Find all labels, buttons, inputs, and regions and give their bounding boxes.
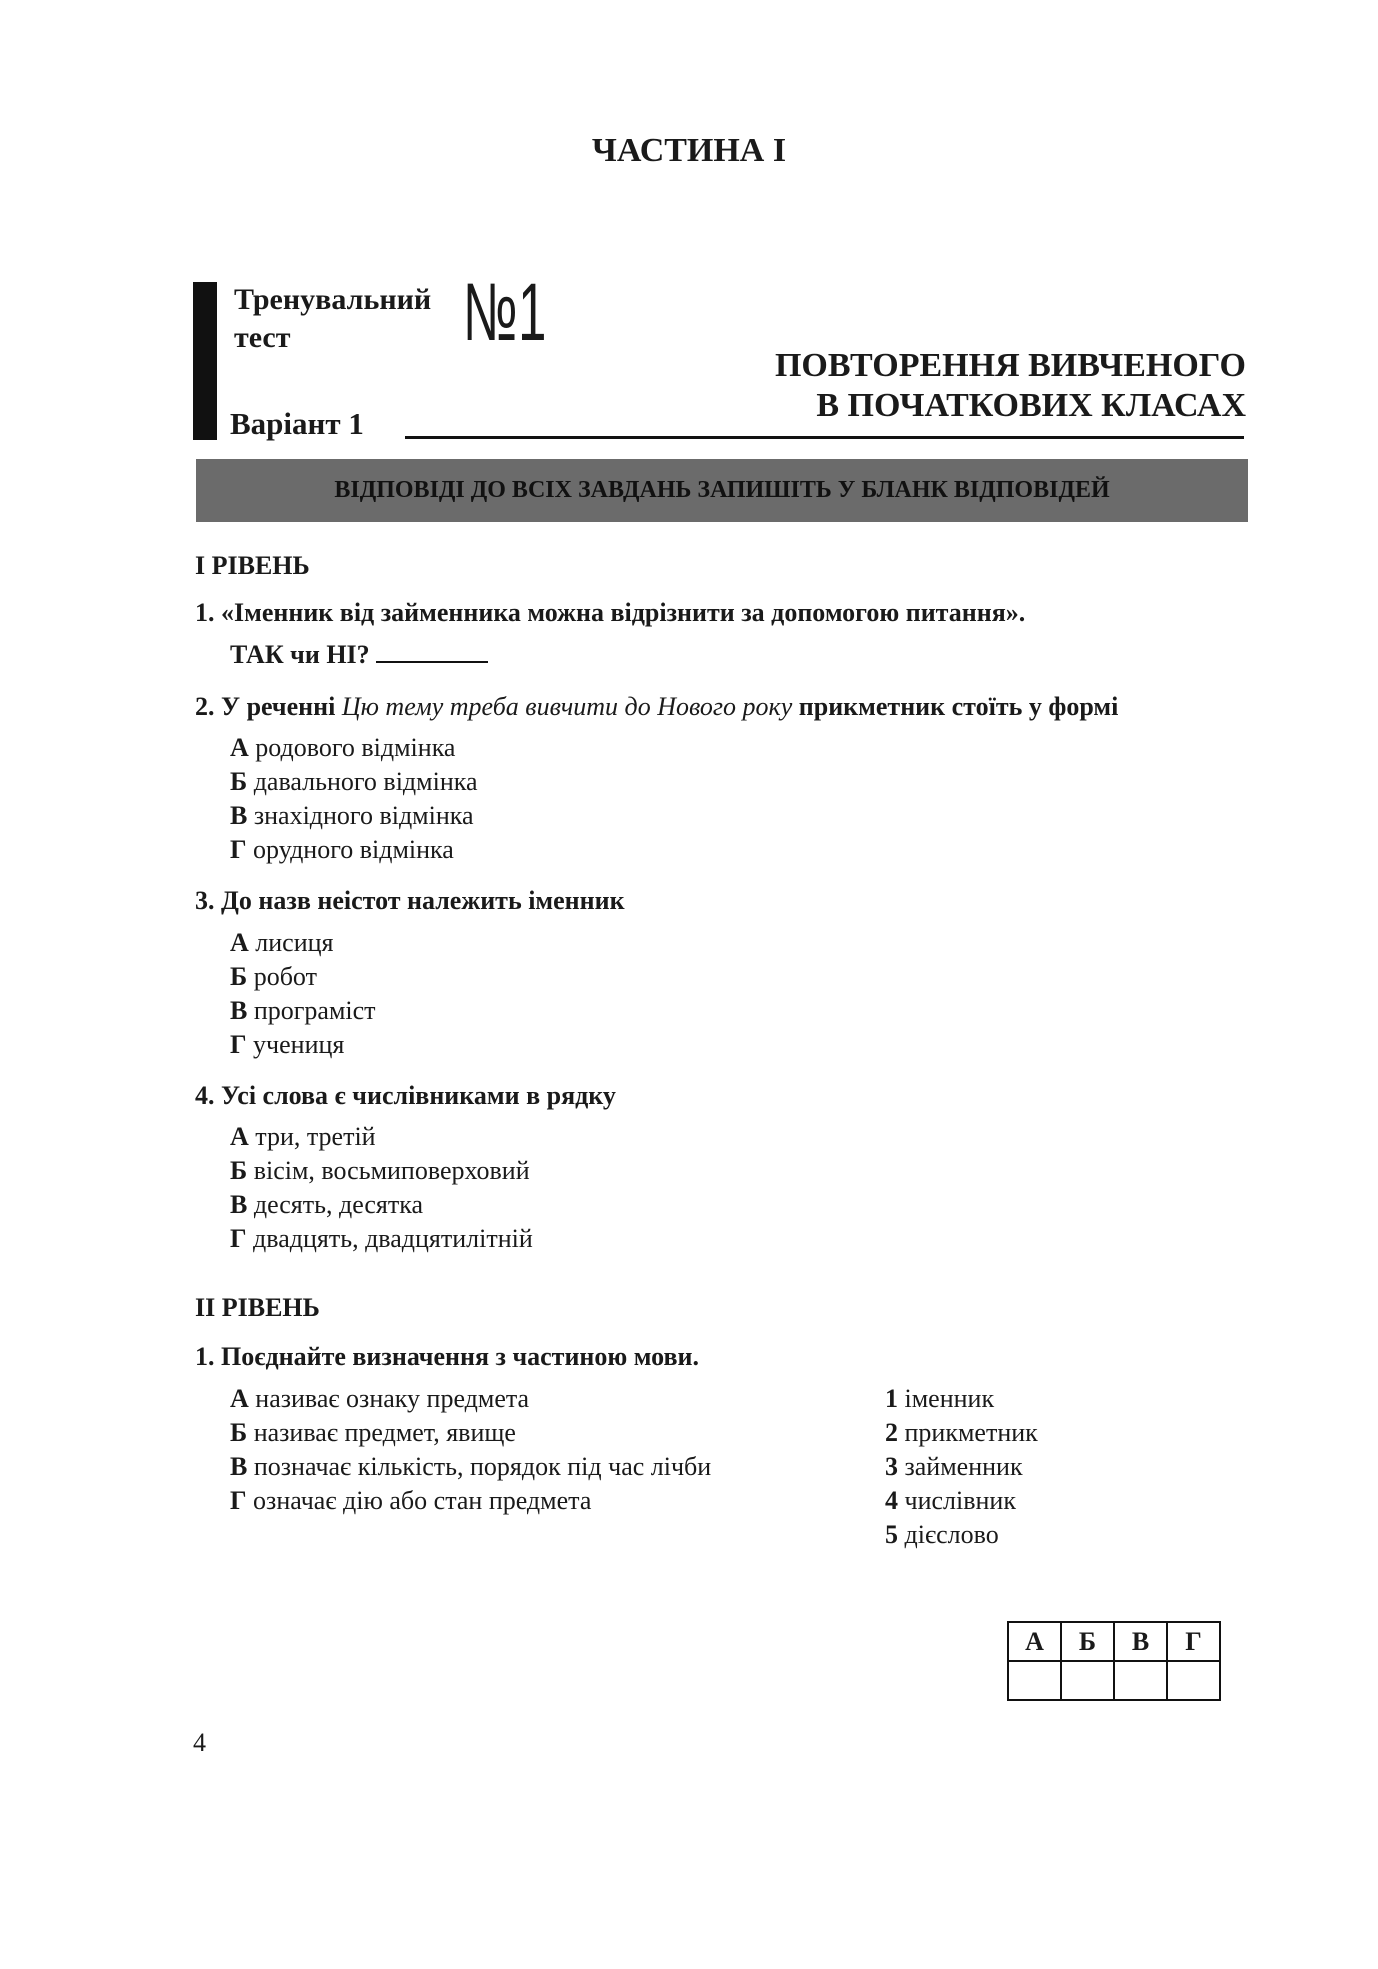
option-text: прикметник (904, 1418, 1038, 1447)
option-text: називає предмет, явище (253, 1418, 516, 1447)
question-2-1: 1. Поєднайте визначення з частиною мови. (195, 1342, 700, 1371)
option-letter: В (230, 996, 248, 1025)
option-letter: А (230, 1384, 249, 1413)
match-left-c (230, 1452, 711, 1482)
topic-line2: В ПОЧАТКОВИХ КЛАСАХ (816, 387, 1246, 424)
q3-option-d (230, 1030, 344, 1060)
option-text: учениця (253, 1030, 345, 1059)
option-text: лисиця (255, 928, 334, 957)
q4-option-c (230, 1190, 423, 1220)
match-right-1 (885, 1384, 994, 1414)
part-title: ЧАСТИНА І (591, 132, 787, 169)
option-letter: В (230, 801, 248, 830)
question-1-4: 4. Усі слова є числівниками в рядку (195, 1081, 616, 1110)
option-text: числівник (904, 1486, 1016, 1515)
q3-option-b (230, 962, 317, 992)
header-bar (193, 282, 217, 440)
answer-grid-row (1008, 1661, 1220, 1700)
option-letter: Б (230, 1418, 248, 1447)
option-text: іменник (904, 1384, 995, 1413)
variant-label: Варіант 1 (230, 406, 364, 441)
option-letter: Г (230, 1486, 247, 1515)
option-letter: Б (230, 767, 248, 796)
answer-grid-header (1008, 1622, 1220, 1661)
grid-cell-d[interactable] (1167, 1661, 1220, 1700)
option-text: знахідного відмінка (253, 801, 474, 830)
option-text: програміст (253, 996, 376, 1025)
test-label-line2: тест (234, 321, 291, 354)
option-letter: Г (230, 835, 247, 864)
option-letter: Г (230, 1030, 247, 1059)
option-text: робот (253, 962, 317, 991)
option-number: 2 (885, 1418, 898, 1447)
answer-grid (1007, 1621, 1221, 1701)
test-number: №1 (463, 267, 548, 358)
q4-option-d (230, 1224, 533, 1254)
q4-option-b (230, 1156, 530, 1186)
question-1-2 (195, 692, 1118, 722)
page-number: 4 (193, 1728, 206, 1757)
level2-title: ІІ РІВЕНЬ (195, 1293, 320, 1322)
q2-option-d (230, 835, 454, 865)
match-left-d (230, 1486, 591, 1516)
test-label-line1: Тренувальний (234, 283, 432, 316)
grid-cell-a[interactable] (1008, 1661, 1061, 1700)
yes-no-label: ТАК чи НІ? (230, 640, 370, 669)
option-number: 4 (885, 1486, 898, 1515)
option-text: двадцять, двадцятилітній (253, 1224, 533, 1253)
q2-suffix: прикметник стоїть у формі (798, 692, 1119, 721)
option-letter: Г (230, 1224, 247, 1253)
q2-prefix: 2. У реченні (195, 692, 336, 721)
question-1-1-prompt (230, 640, 488, 670)
grid-header-b: Б (1061, 1622, 1114, 1661)
q2-option-a (230, 733, 455, 763)
grid-header-d: Г (1167, 1622, 1220, 1661)
option-text: називає ознаку предмета (255, 1384, 530, 1413)
option-text: давального відмінка (253, 767, 478, 796)
answer-blank (376, 643, 488, 663)
option-letter: В (230, 1190, 248, 1219)
topic-line1: ПОВТОРЕННЯ ВИВЧЕНОГО (774, 347, 1246, 384)
option-number: 3 (885, 1452, 898, 1481)
match-right-3 (885, 1452, 1023, 1482)
option-number: 5 (885, 1520, 898, 1549)
option-letter: Б (230, 962, 248, 991)
match-right-2 (885, 1418, 1038, 1448)
option-text: позначає кількість, порядок під час лічби (253, 1452, 712, 1481)
grid-cell-c[interactable] (1114, 1661, 1167, 1700)
question-1-3: 3. До назв неістот належить іменник (195, 886, 625, 915)
option-text: дієслово (904, 1520, 999, 1549)
match-right-5 (885, 1520, 999, 1550)
match-right-4 (885, 1486, 1016, 1516)
option-text: родового відмінка (255, 733, 456, 762)
q3-option-c (230, 996, 376, 1026)
option-text: займенник (904, 1452, 1023, 1481)
option-number: 1 (885, 1384, 898, 1413)
variant-underline (405, 436, 1244, 439)
grid-header-c: В (1114, 1622, 1167, 1661)
option-text: означає дію або стан предмета (253, 1486, 592, 1515)
question-1-1: 1. «Іменник від займенника можна відрізнити за допомогою питання». (195, 598, 1026, 627)
option-text: десять, десятка (253, 1190, 424, 1219)
option-letter: Б (230, 1156, 248, 1185)
q2-option-c (230, 801, 474, 831)
match-left-b (230, 1418, 516, 1448)
option-letter: А (230, 1122, 249, 1151)
q2-italic: Цю тему треба вивчити до Нового року (341, 692, 793, 721)
q2-option-b (230, 767, 478, 797)
option-letter: А (230, 733, 249, 762)
grid-header-a: А (1008, 1622, 1061, 1661)
level1-title: І РІВЕНЬ (195, 551, 310, 580)
option-text: вісім, восьмиповерховий (253, 1156, 530, 1185)
topic-title (775, 346, 1246, 426)
q4-option-a (230, 1122, 376, 1152)
test-label (234, 281, 431, 357)
q3-option-a (230, 928, 334, 958)
option-letter: А (230, 928, 249, 957)
match-left-a (230, 1384, 529, 1414)
option-text: орудного відмінка (253, 835, 454, 864)
grid-cell-b[interactable] (1061, 1661, 1114, 1700)
option-letter: В (230, 1452, 248, 1481)
instruction-banner: ВІДПОВІДІ ДО ВСІХ ЗАВДАНЬ ЗАПИШІТЬ У БЛАНК ВІДПОВІДЕЙ (196, 459, 1248, 522)
option-text: три, третій (255, 1122, 376, 1151)
